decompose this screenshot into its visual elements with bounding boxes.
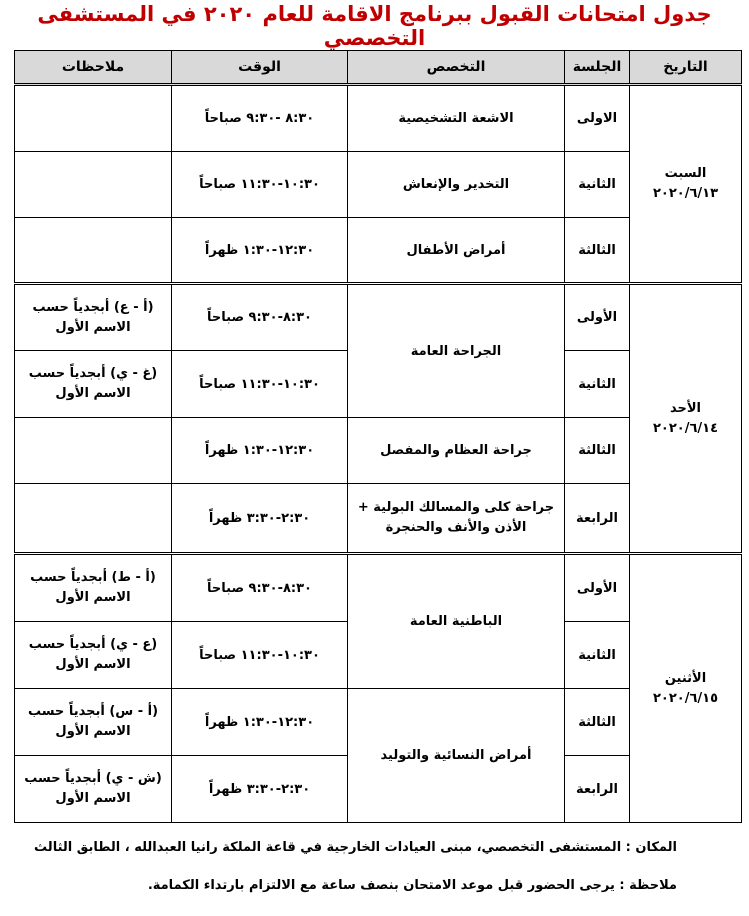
header-notes: ملاحظات (15, 51, 172, 85)
specialty-cell: أمراض الأطفال (348, 218, 565, 284)
specialty-cell: أمراض النسائية والتوليد (348, 689, 565, 823)
day-date: ٢٠٢٠/٦/١٣ (652, 186, 719, 201)
time-cell: ٢:٣٠-٣:٣٠ ظهراً (172, 484, 348, 554)
header-session: الجلسة (565, 51, 630, 85)
date-cell (630, 85, 742, 284)
day-group-monday (15, 554, 742, 823)
notes-cell (15, 418, 172, 484)
table-row (15, 284, 742, 351)
header-date: التاريخ (630, 51, 742, 85)
specialty-cell: جراحة العظام والمفصل (348, 418, 565, 484)
day-group-sunday (15, 284, 742, 554)
session-cell: الثانية (565, 351, 630, 418)
page-title: جدول امتحانات القبول ببرنامج الاقامة للعام ٢٠٢٠ في المستشفى التخصصي (37, 2, 712, 50)
day-date: ٢٠٢٠/٦/١٥ (652, 690, 719, 706)
time-cell: ١٢:٣٠-١:٣٠ ظهراً (172, 218, 348, 284)
day-name: الأحد (669, 400, 701, 416)
table-row (15, 85, 742, 152)
header-row (15, 51, 742, 85)
time-cell: ١٠:٣٠-١١:٣٠ صباحاً (172, 622, 348, 689)
date-cell (630, 284, 742, 554)
notes-cell: (أ - ط) أبجدياً حسب الاسم الأول (15, 554, 172, 622)
notes-cell: (غ - ي) أبجدياً حسب الاسم الأول (15, 351, 172, 418)
mask-note: ملاحظة : يرجى الحضور قبل موعد الامتحان بنصف ساعة مع الالتزام بارتداء الكمامة. (147, 878, 677, 893)
day-date: ٢٠٢٠/٦/١٤ (652, 420, 719, 436)
specialty-cell: الجراحة العامة (348, 284, 565, 418)
specialty-cell: جراحة كلى والمسالك البولية + الأذن والأنف والحنجرة (348, 484, 565, 554)
notes-cell: (أ - س) أبجدياً حسب الاسم الأول (15, 689, 172, 756)
time-cell: ٨:٣٠ -٩:٣٠ صباحاً (172, 85, 348, 152)
time-cell: ١٢:٣٠-١:٣٠ ظهراً (172, 418, 348, 484)
time-cell: ٨:٣٠-٩:٣٠ صباحاً (172, 554, 348, 622)
notes-cell (15, 152, 172, 218)
time-cell: ١٢:٣٠-١:٣٠ ظهراً (172, 689, 348, 756)
time-cell: ٢:٣٠-٣:٣٠ ظهراً (172, 756, 348, 823)
time-cell: ٨:٣٠-٩:٣٠ صباحاً (172, 284, 348, 351)
day-name: الأثنين (664, 670, 707, 686)
header-specialty: التخصص (348, 51, 565, 85)
session-cell: الاولى (565, 85, 630, 152)
specialty-cell: الاشعة التشخيصية (348, 85, 565, 152)
session-cell: الثانية (565, 152, 630, 218)
session-cell: الأولى (565, 554, 630, 622)
session-cell: الرابعة (565, 484, 630, 554)
notes-cell: (أ - ع) أبجدياً حسب الاسم الأول (15, 284, 172, 351)
session-cell: الأولى (565, 284, 630, 351)
session-cell: الثالثة (565, 418, 630, 484)
time-cell: ١٠:٣٠-١١:٣٠ صباحاً (172, 351, 348, 418)
date-cell (630, 554, 742, 823)
specialty-cell: الباطنية العامة (348, 554, 565, 689)
notes-cell (15, 484, 172, 554)
notes-cell: (ش - ي) أبجدياً حسب الاسم الأول (15, 756, 172, 823)
notes-cell (15, 218, 172, 284)
notes-cell: (ع - ي) أبجدياً حسب الاسم الأول (15, 622, 172, 689)
specialty-cell: التخدير والإنعاش (348, 152, 565, 218)
location-note: المكان : المستشفى التخصصي، مبنى العيادات الخارجية في قاعة الملكة رانيا العبدالله ، الطابق الثالث (34, 840, 677, 855)
table-row (15, 554, 742, 622)
time-cell: ١٠:٣٠-١١:٣٠ صباحاً (172, 152, 348, 218)
session-cell: الثالثة (565, 689, 630, 756)
notes-cell (15, 85, 172, 152)
schedule-table (14, 50, 742, 823)
day-group-saturday (15, 85, 742, 284)
header-time: الوقت (172, 51, 348, 85)
session-cell: الثانية (565, 622, 630, 689)
session-cell: الرابعة (565, 756, 630, 823)
session-cell: الثالثة (565, 218, 630, 284)
day-name: السبت (664, 166, 707, 181)
